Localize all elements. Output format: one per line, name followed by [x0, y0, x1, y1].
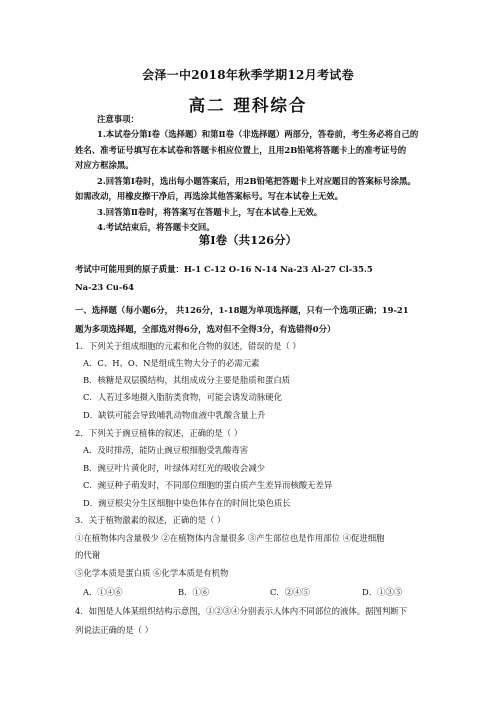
- q1-option-d: D．缺铁可能会导致哺乳动物血液中乳酸含量上升: [83, 410, 266, 420]
- q2-option-d: D．豌豆根尖分生区细胞中染色体存在的时间比染色质长: [83, 498, 291, 508]
- notice-line-5: 如需改动，用橡皮擦干净后，再选涂其他答案标号。写在本试卷上无效。: [75, 191, 343, 201]
- q2-option-c: C．豌豆种子萌发时，不同部位细胞的蛋白质产生差异而核酸无差异: [83, 480, 333, 490]
- notice-heading: 注意事项：: [97, 114, 139, 124]
- notice-line-3: 对应方框涂黑。: [75, 160, 134, 170]
- q3-stem: 3．关于植物激素的叙述，正确的是（ ）: [75, 515, 226, 525]
- atomic-mass-line-2: Na-23 Cu-64: [75, 282, 135, 292]
- q3-option-d: D．①③⑤: [362, 587, 403, 597]
- q3-statements-line-1: ①在植物体内含量极少 ②在植物体内含量很多 ③产生部位也是作用部位 ④促进细胞: [75, 533, 385, 543]
- instructions-line-1: 一、选择题（每小题6分， 共126分，1-18题为单项选择题，只有一个选项正确；19-21: [75, 305, 409, 315]
- notice-line-1: 1.本试卷分第Ⅰ卷（选择题）和第Ⅱ卷（非选择题）两部分，答卷前，考生务必将自己的: [97, 129, 419, 139]
- q3-statements-line-3: ⑤化学本质是蛋白质 ⑥化学本质是有机物: [75, 568, 229, 578]
- notice-line-4: 2.回答第Ⅰ卷时，选出每小题答案后，用2B铅笔把答题卡上对应题目的答案标号涂黑。: [97, 176, 416, 186]
- section-title: 第Ⅰ卷（共126分）: [198, 233, 298, 247]
- exam-subject: 高二 理科综合: [188, 96, 308, 115]
- q2-option-b: B．豌豆叶片黄化时，叶绿体对红光的吸收会减少: [83, 463, 266, 473]
- q1-stem: 1．下列关于组成细胞的元素和化合物的叙述，错误的是（ ）: [75, 341, 301, 351]
- instructions-line-2: 题为多项选择题，全部选对得6分，选对但不全得3分，有选错得0分）: [75, 324, 336, 334]
- q3-statements-line-2: 的代谢: [75, 550, 101, 560]
- atomic-mass-line-1: 考试中可能用到的原子质量：H-1 C-12 O-16 N-14 Na-23 Al-27 Cl-35.5: [75, 264, 373, 274]
- q2-stem: 2．下列关于豌豆植株的叙述，正确的是（ ）: [75, 428, 243, 438]
- q1-option-c: C．人若过多地摄入脂肪类食物，可能会诱发动脉硬化: [83, 392, 283, 402]
- q3-option-a: A．①④⑥: [83, 587, 123, 597]
- q1-option-b: B．核糖是双层膜结构，其组成成分主要是脂质和蛋白质: [83, 375, 291, 385]
- notice-line-6: 3.回答第Ⅱ卷时，将答案写在答题卡上，写在本试卷上无效。: [97, 207, 323, 217]
- q4-stem-line-2: 列说法正确的是（ ）: [75, 625, 154, 635]
- q2-option-a: A．及时排涝，能防止豌豆根细胞受乳酸毒害: [83, 445, 249, 455]
- notice-line-7: 4.考试结束后，将答题卡交回。: [97, 222, 215, 232]
- q1-option-a: A．C、H、O、N是组成生物大分子的必需元素: [83, 358, 260, 368]
- q4-stem-line-1: 4．如图是人体某组织结构示意图，①②③④分别表示人体内不同部位的液体。据图判断下: [75, 606, 407, 616]
- q3-option-c: C．②④⑤: [270, 587, 310, 597]
- notice-line-2: 姓名、准考证号填写在本试卷和答题卡相应位置上，且用2B铅笔将答题卡上的准考证号的: [75, 145, 407, 155]
- q3-option-b: B．①⑥: [178, 587, 210, 597]
- exam-title: 会泽一中2018年秋季学期12月考试卷: [142, 68, 354, 82]
